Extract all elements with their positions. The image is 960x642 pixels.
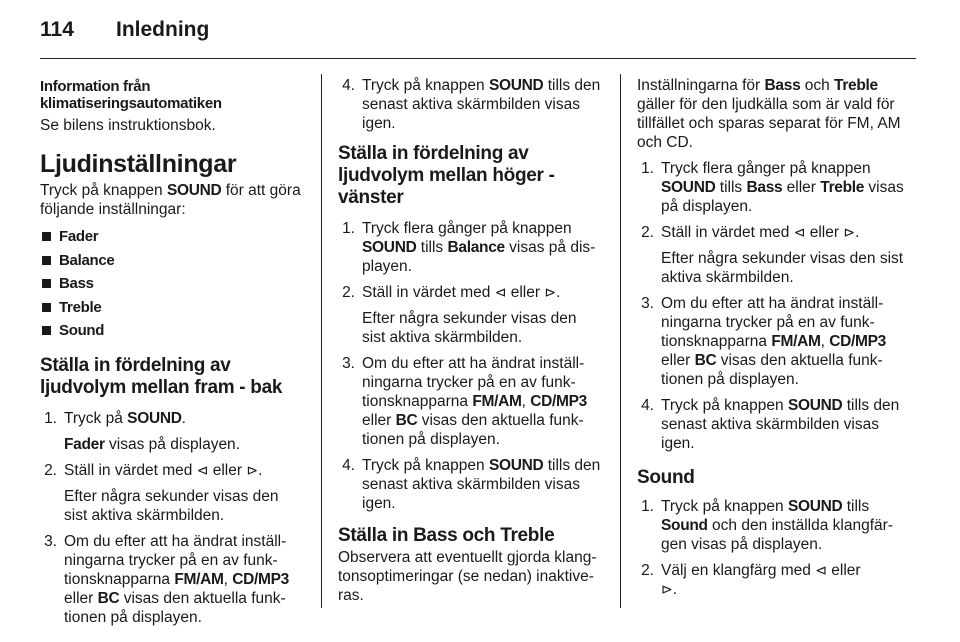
arrow-right-icon: ⊳: [246, 461, 259, 478]
step-1: 1. Tryck flera gånger på knappen SOUND tills Balance visas på dis-playen.: [342, 220, 596, 275]
arrow-right-icon: ⊳: [661, 581, 673, 597]
balance-heading: Ställa in fördelning av ljudvolym mellan höger - vänster: [338, 143, 555, 208]
column-divider-2: [620, 74, 621, 608]
bullet-square-icon: [42, 232, 51, 241]
bass-heading: Ställa in Bass och Treble: [338, 525, 555, 546]
step-1-note: Fader visas på displayen.: [64, 435, 240, 453]
arrow-right-icon: ⊳: [843, 224, 856, 240]
bullet-square-icon: [42, 279, 51, 288]
step-4: 4. Tryck på knappen SOUND tills den senast aktiva skärmbilden visas igen.: [641, 397, 900, 452]
step-3: 3. Om du efter att ha ändrat inställ-ningarna trycker på en av funk-tionsknapparna FM/AM, CD/MP3 eller BC visas den aktuella funk-tionen på displayen.: [641, 295, 886, 388]
step-3: 3. Om du efter att ha ändrat inställ-ningarna trycker på en av funk-tionsknapparna FM/AM, CD/MP3 eller BC visas den aktuella funk-tionen på displayen.: [44, 532, 289, 626]
column-divider-1: [321, 74, 322, 608]
sound-heading: Sound: [637, 467, 695, 488]
page-number: 114: [40, 18, 74, 41]
step-2-note: Efter några sekunder visas den sist aktiva skärmbilden.: [362, 310, 577, 346]
info-heading: Information från klimatiseringsautomatiken: [40, 78, 222, 112]
sound-step-2: 2. Välj en klangfärg med ⊲ eller ⊳.: [641, 562, 861, 598]
step-2-note: Efter några sekunder visas den sist aktiva skärmbilden.: [64, 487, 279, 524]
main-heading: Ljudinställningar: [40, 150, 237, 178]
arrow-left-icon: ⊲: [494, 284, 507, 300]
arrow-left-icon: ⊲: [793, 224, 806, 240]
arrow-left-icon: ⊲: [815, 562, 827, 578]
intro-paragraph: Tryck på knappen SOUND för att göra följande inställningar:: [40, 182, 301, 218]
list-item: Bass: [40, 272, 304, 296]
page-header: [40, 20, 209, 48]
step-3: 3. Om du efter att ha ändrat inställ-ningarna trycker på en av funk-tionsknapparna FM/AM, CD/MP3 eller BC visas den aktuella funk-tionen på displayen.: [342, 355, 587, 448]
intro-paragraph: Inställningarna för Bass och Treble gäller för den ljudkälla som är vald för tillfället och sparas separat för FM, AM och CD.: [637, 77, 901, 151]
column-1: [40, 78, 304, 627]
section-title: Inledning: [116, 18, 210, 41]
column-3: [637, 76, 907, 599]
step-1: 1. Tryck flera gånger på knappen SOUND tills Bass eller Treble visas på displayen.: [641, 160, 904, 215]
list-item: Fader: [40, 225, 304, 249]
bass-text: Observera att eventuellt gjorda klang-tonsoptimeringar (se nedan) inaktive-ras.: [338, 549, 597, 604]
sound-step-1: 1. Tryck på knappen SOUND tills Sound och den inställda klangfär-gen visas på displayen.: [641, 498, 893, 553]
step-4b: 4. Tryck på knappen SOUND tills den senast aktiva skärmbilden visas igen.: [342, 457, 601, 512]
step-2: 2. Ställ in värdet med ⊲ eller ⊳.: [44, 461, 263, 479]
list-item: Sound: [40, 319, 304, 343]
arrow-right-icon: ⊳: [544, 284, 557, 300]
settings-list: [40, 225, 304, 343]
bullet-square-icon: [42, 326, 51, 335]
step-2-note: Efter några sekunder visas den sist aktiva skärmbilden.: [661, 250, 904, 286]
arrow-left-icon: ⊲: [196, 461, 209, 478]
bullet-square-icon: [42, 256, 51, 265]
step-4: 4. Tryck på knappen SOUND tills den senast aktiva skärmbilden visas igen.: [342, 77, 601, 132]
header-divider: [40, 58, 916, 59]
step-2: 2. Ställ in värdet med ⊲ eller ⊳.: [342, 284, 561, 301]
step-2: 2. Ställ in värdet med ⊲ eller ⊳.: [641, 224, 860, 241]
list-item: Balance: [40, 249, 304, 273]
step-1: 1. Tryck på SOUND.: [44, 409, 186, 427]
info-text: Se bilens instruktionsbok.: [40, 117, 216, 134]
fade-heading: Ställa in fördelning av ljudvolym mellan fram - bak: [40, 354, 283, 398]
column-2: [338, 76, 604, 605]
list-item: Treble: [40, 296, 304, 320]
bullet-square-icon: [42, 303, 51, 312]
